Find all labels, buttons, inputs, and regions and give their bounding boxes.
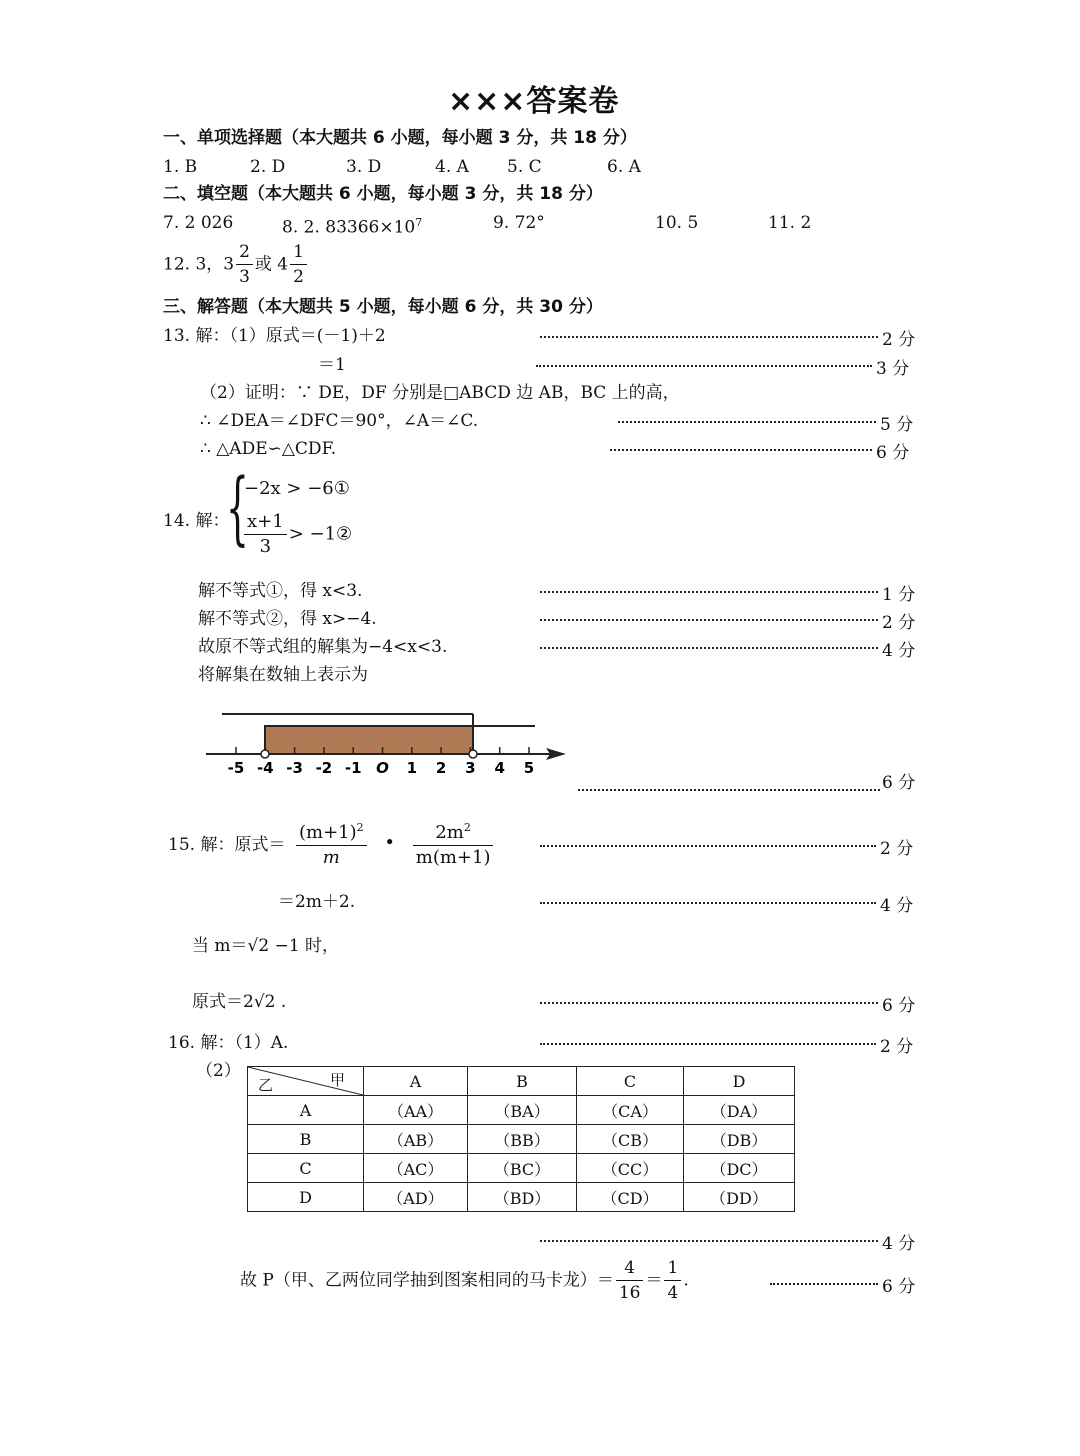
table-row xyxy=(248,1154,795,1183)
dot-leader xyxy=(540,1240,878,1242)
dot-leader xyxy=(540,336,878,338)
dot-leader xyxy=(540,1002,878,1004)
dot-leader xyxy=(578,789,880,791)
section-3-heading: 三、解答题（本大题共 5 小题，每小题 6 分，共 30 分） xyxy=(163,297,603,317)
answer-9: 9. 72° xyxy=(493,213,545,233)
table-cell: （AD） xyxy=(364,1183,468,1212)
table-cell: （AB） xyxy=(364,1125,468,1154)
q13-line-2: ＝1 xyxy=(318,355,346,375)
q13-score-5: 6 分 xyxy=(876,443,910,463)
corner-top-label: 甲 xyxy=(329,1071,345,1089)
q15-expression: $\frac{(m+1)^2}{m}$ • $\frac{2m^2}{m(m+1)}$ xyxy=(294,816,495,870)
q13-line-3: （2）证明：∵ DE，DF 分别是□ABCD 边 AB，BC 上的高， xyxy=(200,383,680,403)
table-cell: （AA） xyxy=(364,1096,468,1125)
col-header: B xyxy=(468,1067,577,1096)
q14-score-4: 6 分 xyxy=(882,773,916,793)
page-title: ×××答案卷 xyxy=(448,84,620,119)
q15-line-3: 当 m＝√2 −1 时， xyxy=(192,936,340,956)
dot-leader xyxy=(610,449,872,451)
table-cell: （CC） xyxy=(577,1154,684,1183)
table-cell: （BB） xyxy=(468,1125,577,1154)
axis-tick-label: -2 xyxy=(315,759,333,777)
table-cell: （CA） xyxy=(577,1096,684,1125)
q13-line-5: ∴ △ADE∽△CDF. xyxy=(200,439,337,459)
table-row xyxy=(248,1183,795,1212)
q14-score-2: 2 分 xyxy=(882,613,916,633)
dot-leader xyxy=(540,647,878,649)
corner-bottom-label: 乙 xyxy=(258,1076,274,1094)
open-circle-right xyxy=(469,750,477,758)
q13-score-2: 3 分 xyxy=(876,359,910,379)
q14-score-1: 1 分 xyxy=(882,585,916,605)
axis-tick-label: 1 xyxy=(406,759,418,777)
q13-line-1: 13. 解：（1）原式＝(－1)＋2 xyxy=(163,326,386,346)
table-header-row xyxy=(248,1067,795,1096)
table-cell: （DD） xyxy=(684,1183,795,1212)
q15-score-2: 4 分 xyxy=(880,896,914,916)
answer-11: 11. 2 xyxy=(768,213,812,233)
q14-line-4: 将解集在数轴上表示为 xyxy=(198,665,368,685)
q14-score-3: 4 分 xyxy=(882,641,916,661)
corner-cell xyxy=(248,1067,364,1096)
table-cell: （CD） xyxy=(577,1183,684,1212)
answer-4: 4. A xyxy=(435,157,469,177)
axis-tick-label: 5 xyxy=(523,759,535,777)
table-cell: （AC） xyxy=(364,1154,468,1183)
answer-6: 6. A xyxy=(607,157,641,177)
table-cell: （BC） xyxy=(468,1154,577,1183)
q13-line-4: ∴ ∠DEA＝∠DFC＝90°，∠A＝∠C. xyxy=(200,411,479,431)
q13-score-1: 2 分 xyxy=(882,330,916,350)
axis-tick-label: 4 xyxy=(494,759,505,777)
table-row xyxy=(248,1125,795,1154)
row-header: A xyxy=(248,1096,364,1125)
q14-line-2: 解不等式②，得 x>−4. xyxy=(198,609,377,629)
answer-1: 1. B xyxy=(163,157,198,177)
q14-ineq-1: −2x > −6① xyxy=(244,478,350,499)
dot-leader xyxy=(536,365,872,367)
answer-12: 12. 3，3 $\frac{2}{3}$ 或 4 $\frac{1}{2}$ xyxy=(163,240,309,289)
answer-10: 10. 5 xyxy=(655,213,699,233)
table-cell: （DC） xyxy=(684,1154,795,1183)
dot-leader xyxy=(618,421,876,423)
brace: { xyxy=(226,461,249,554)
q16-conclusion: 故 P（甲、乙两位同学抽到图案相同的马卡龙）＝ $\frac{4}{16}$ ＝ $\frac{1}{4}$ . xyxy=(240,1258,689,1303)
axis-tick-label: -4 xyxy=(256,759,274,777)
row-header: B xyxy=(248,1125,364,1154)
q15-line-4: 原式＝2√2 . xyxy=(192,992,287,1012)
answer-5: 5. C xyxy=(507,157,542,177)
table-cell: （BD） xyxy=(468,1183,577,1212)
q16-score-3: 6 分 xyxy=(882,1277,916,1297)
section-1-heading: 一、单项选择题（本大题共 6 小题，每小题 3 分，共 18 分） xyxy=(163,128,637,148)
axis-tick-label: -1 xyxy=(344,759,362,777)
answer-7: 7. 2 026 xyxy=(163,213,234,233)
dot-leader xyxy=(540,845,876,847)
outcome-table xyxy=(247,1066,795,1212)
row-header: D xyxy=(248,1183,364,1212)
dot-leader xyxy=(540,619,878,621)
q14-line-3: 故原不等式组的解集为−4<x<3. xyxy=(198,637,448,657)
axis-tick-label: 2 xyxy=(435,759,447,777)
answer-3: 3. D xyxy=(346,157,382,177)
table-row xyxy=(248,1096,795,1125)
col-header: D xyxy=(684,1067,795,1096)
answer-8: 8. 2. $83366\times 10^7$ xyxy=(282,216,423,238)
q16-line-1: 16. 解：（1）A. xyxy=(168,1033,289,1053)
table-cell: （DA） xyxy=(684,1096,795,1125)
q16-part-2: （2） xyxy=(196,1061,241,1081)
q15-line-2: ＝2m＋2. xyxy=(278,892,356,912)
axis-tick-label: O xyxy=(376,759,389,777)
dot-leader xyxy=(540,1043,876,1045)
open-circle-left xyxy=(261,750,269,758)
dot-leader xyxy=(540,902,876,904)
number-line xyxy=(200,700,580,790)
q16-score-2: 4 分 xyxy=(882,1234,916,1254)
table-cell: （CB） xyxy=(577,1125,684,1154)
axis-tick-label: 3 xyxy=(465,759,476,777)
q15-label: 15. 解：原式＝ xyxy=(168,835,286,855)
col-header: C xyxy=(577,1067,684,1096)
q15-score-4: 6 分 xyxy=(882,996,916,1016)
axis-tick-label: -3 xyxy=(286,759,303,777)
axis-tick-label: -5 xyxy=(227,759,245,777)
dot-leader xyxy=(540,591,878,593)
dot-leader xyxy=(770,1283,878,1285)
q14-line-1: 解不等式①，得 x<3. xyxy=(198,581,363,601)
q14-ineq-2: $\frac{x+1}{3}$ > −1② xyxy=(242,510,352,559)
answer-2: 2. D xyxy=(250,157,286,177)
section-2-heading: 二、填空题（本大题共 6 小题，每小题 3 分，共 18 分） xyxy=(163,184,603,204)
q14-label: 14. 解： xyxy=(163,511,230,531)
q15-score-1: 2 分 xyxy=(880,839,914,859)
table-cell: （BA） xyxy=(468,1096,577,1125)
q16-score-1: 2 分 xyxy=(880,1037,914,1057)
row-header: C xyxy=(248,1154,364,1183)
q13-score-4: 5 分 xyxy=(880,415,914,435)
col-header: A xyxy=(364,1067,468,1096)
table-cell: （DB） xyxy=(684,1125,795,1154)
